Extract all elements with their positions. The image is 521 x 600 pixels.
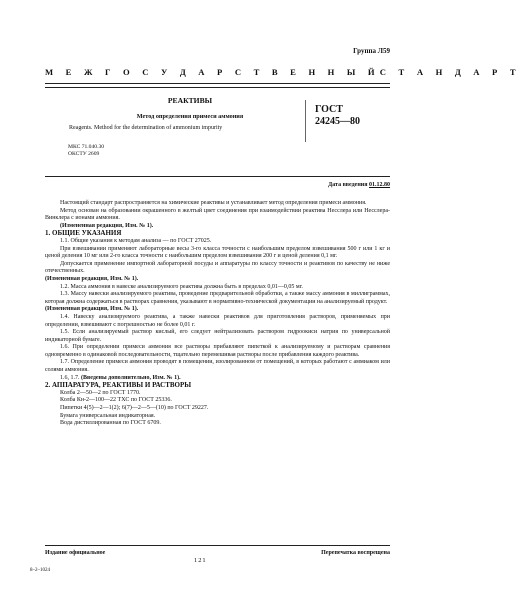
gost-label: ГОСТ <box>315 104 343 115</box>
classification-codes <box>68 144 104 158</box>
list-item: Вода дистиллированная по ГОСТ 6709. <box>60 420 161 427</box>
equipment-list <box>45 390 390 428</box>
banner-word-2: С Т А Н Д А Р Т <box>379 67 521 77</box>
introduction-date <box>328 182 390 188</box>
date-label: Дата введения <box>328 182 368 188</box>
clause-paragraph: 1.2. Масса аммония в навеске анализируемого реактива должна быть в пределах 0,01—0,05 мг. <box>60 283 303 290</box>
clause-paragraph: 1.7. Определение примеси аммония проводят в помещении, изолированном от помещений, в которых работают с аммиаком или солями аммония. <box>45 359 390 374</box>
header-rule-top <box>45 83 390 84</box>
clause-paragraph: 1.1. Общие указания к методам анализа — по ГОСТ 27025. <box>60 237 212 244</box>
amendment-note: (Измененная редакция, Изм. № 1). <box>60 222 154 229</box>
section-heading: 1. ОБЩИЕ УКАЗАНИЯ <box>45 229 122 238</box>
banner-word-1: М Е Ж Г О С У Д А Р С Т В Е Н Н Ы Й <box>45 67 380 77</box>
header-rule-bottom <box>45 87 390 88</box>
category-title: РЕАКТИВЫ <box>167 96 213 105</box>
date-value: 01.12.80 <box>369 182 390 188</box>
intro-paragraph: Настоящий стандарт распространяется на химические реактивы и устанавливает метод определения примеси аммония. <box>60 200 367 206</box>
clause-paragraph: Допускается применение импортной лабораторной посуды и аппаратуры по классу точности и реактивов по качеству не ниже отечественных. <box>45 260 390 275</box>
clause-paragraph: 1.5. Если анализируемый раствор кислый, его следует нейтрализовать раствором гидроокиси натрия по универсальной индикаторной бумаге. <box>45 329 390 343</box>
clause-paragraph: При взвешивании применяют лабораторные весы 3-го класса точности с наибольшим пределом взвешивания 500 г или 1 кг и ценой деления 10 мг или 2-го класса точности с наибольшим пределом взвешивания 200 г и ценой деления 0,1 мг. <box>45 245 390 260</box>
title-separator <box>305 100 306 142</box>
amendment-note: (Измененная редакция, Изм. № 1). <box>45 275 139 282</box>
okstu-code: ОКСТУ 2609 <box>68 151 100 157</box>
page-number: 121 <box>194 557 207 564</box>
standard-banner <box>45 67 521 77</box>
english-title: Reagents. Method for the determination of ammonium impurity <box>69 125 223 131</box>
print-code: 8–2–1024 <box>30 568 50 573</box>
section-heading: 2. АППАРАТУРА, РЕАКТИВЫ И РАСТВОРЫ <box>45 381 192 390</box>
amendment-note: (Измененная редакция, Изм. № 1). <box>45 306 139 313</box>
gost-number: 24245—80 <box>315 116 360 127</box>
clause-paragraph: 1.4. Навеску анализируемого реактива, а также навески реактивов для приготовления растворов, применяемых при определении, взвешивают с погрешностью не более 0,01 г. <box>45 313 390 328</box>
title-block <box>45 96 295 131</box>
reprint-prohibited-label: Перепечатка воспрещена <box>321 550 390 556</box>
amendment-note: (Введены дополнительно, Изм. № 1). <box>81 374 181 381</box>
title-rule <box>45 176 390 177</box>
list-item: Колба Кн-2—100—22 ТХС по ГОСТ 25336. <box>60 397 172 404</box>
clause-paragraph: 1.6. При определении примеси аммония все растворы прибавляют пипеткой к анализируемому и растворам сравнения одновременно в одинаковой последовательности, тщательно перемешивая растворы после прибавления каждого реактива. <box>45 344 390 358</box>
group-code: Группа Л59 <box>353 47 390 55</box>
gost-designation <box>315 104 360 128</box>
footer-rule <box>45 545 390 546</box>
list-item: Бумага универсальная индикаторная. <box>60 412 156 419</box>
clause-numbers: 1.6, 1.7. <box>60 374 80 381</box>
official-edition-label: Издание официальное <box>45 550 106 556</box>
mks-code: МКС 71.040.30 <box>68 144 105 150</box>
clause-paragraph: 1.3. Массу навески анализируемого реактива, проведение предварительной обработки, а также массу аммония в миллиграммах, которая должна содержаться в растворах сравнения, указывают в нормативно-технической документации на анализируемый продукт. <box>45 291 390 305</box>
document-body <box>45 200 390 428</box>
list-item: Колба 2—50—2 по ГОСТ 1770. <box>60 389 141 396</box>
list-item: Пипетки 4(5)—2—1(2); 6(7)—2—5—(10) по ГОСТ 29227. <box>60 405 209 412</box>
method-title: Метод определения примеси аммония <box>136 113 244 120</box>
intro-paragraph: Метод основан на образовании окрашенного в желтый цвет соединения при взаимодействии реактива Несслера или Несслера-Винклера с ионами аммония. <box>45 207 390 222</box>
